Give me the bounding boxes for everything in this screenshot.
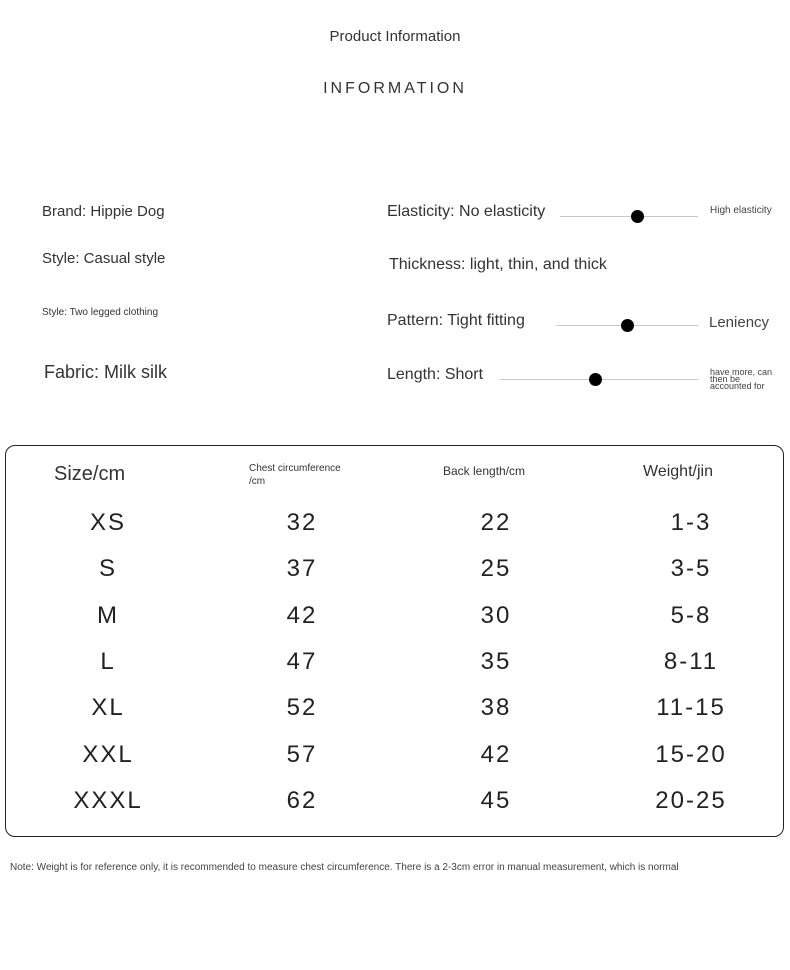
page-subtitle: INFORMATION [323,80,467,97]
size-cell: XS [89,509,126,536]
value-cell: 37 [286,555,318,582]
value-cell: 22 [480,509,512,536]
value-cell: 42 [480,741,512,768]
value-cell: 30 [480,602,512,629]
size-cell: XXXL [73,787,143,814]
weight-column-header: Weight/jin [643,463,713,480]
value-cell: 52 [286,694,318,721]
value-cell: 15-20 [655,741,727,768]
value-cell: 5-8 [670,602,712,629]
value-cell: 57 [286,741,318,768]
size-cell: XXL [82,741,134,768]
value-cell: 38 [480,694,512,721]
elasticity-scale-marker [631,210,644,223]
elasticity-label: Elasticity: No elasticity [387,203,546,220]
pattern-end-label: Leniency [709,314,770,331]
value-cell: 45 [480,787,512,814]
style-detail-label: Style: Two legged clothing [42,307,159,318]
value-cell: 3-5 [670,555,712,582]
back-length-column-header: Back length/cm [443,464,526,478]
elasticity-scale-track [560,216,698,217]
value-cell: 62 [286,787,318,814]
value-cell: 25 [480,555,512,582]
footer-note: Note: Weight is for reference only, it is recommended to measure chest circumference. There is a 2-3cm error in manual measurement, which is normal [10,862,679,873]
value-cell: 8-11 [663,648,719,675]
value-cell: 11-15 [656,694,726,721]
value-cell: 42 [286,602,318,629]
value-cell: 35 [480,648,512,675]
page-title: Product Information [329,28,461,45]
size-cell: L [100,648,116,675]
value-cell: 47 [286,648,318,675]
value-cell: 20-25 [655,787,727,814]
chest-column-header: Chest circumference /cm [249,463,341,487]
length-end-label: have more, can then be accounted for [710,367,773,391]
pattern-scale-marker [621,319,634,332]
size-column-header: Size/cm [54,463,126,485]
style-label: Style: Casual style [42,250,166,267]
value-cell: 32 [286,509,318,536]
size-cell: XL [91,694,125,721]
elasticity-end-label: High elasticity [710,205,772,216]
length-label: Length: Short [387,366,484,383]
brand-label: Brand: Hippie Dog [42,203,165,220]
value-cell: 1-3 [670,509,712,536]
fabric-label: Fabric: Milk silk [44,362,168,382]
length-scale-marker [589,373,602,386]
size-table [5,445,784,837]
thickness-label: Thickness: light, thin, and thick [389,256,607,273]
size-cell: S [98,555,117,582]
size-cell: M [97,602,119,629]
pattern-label: Pattern: Tight fitting [387,312,525,329]
